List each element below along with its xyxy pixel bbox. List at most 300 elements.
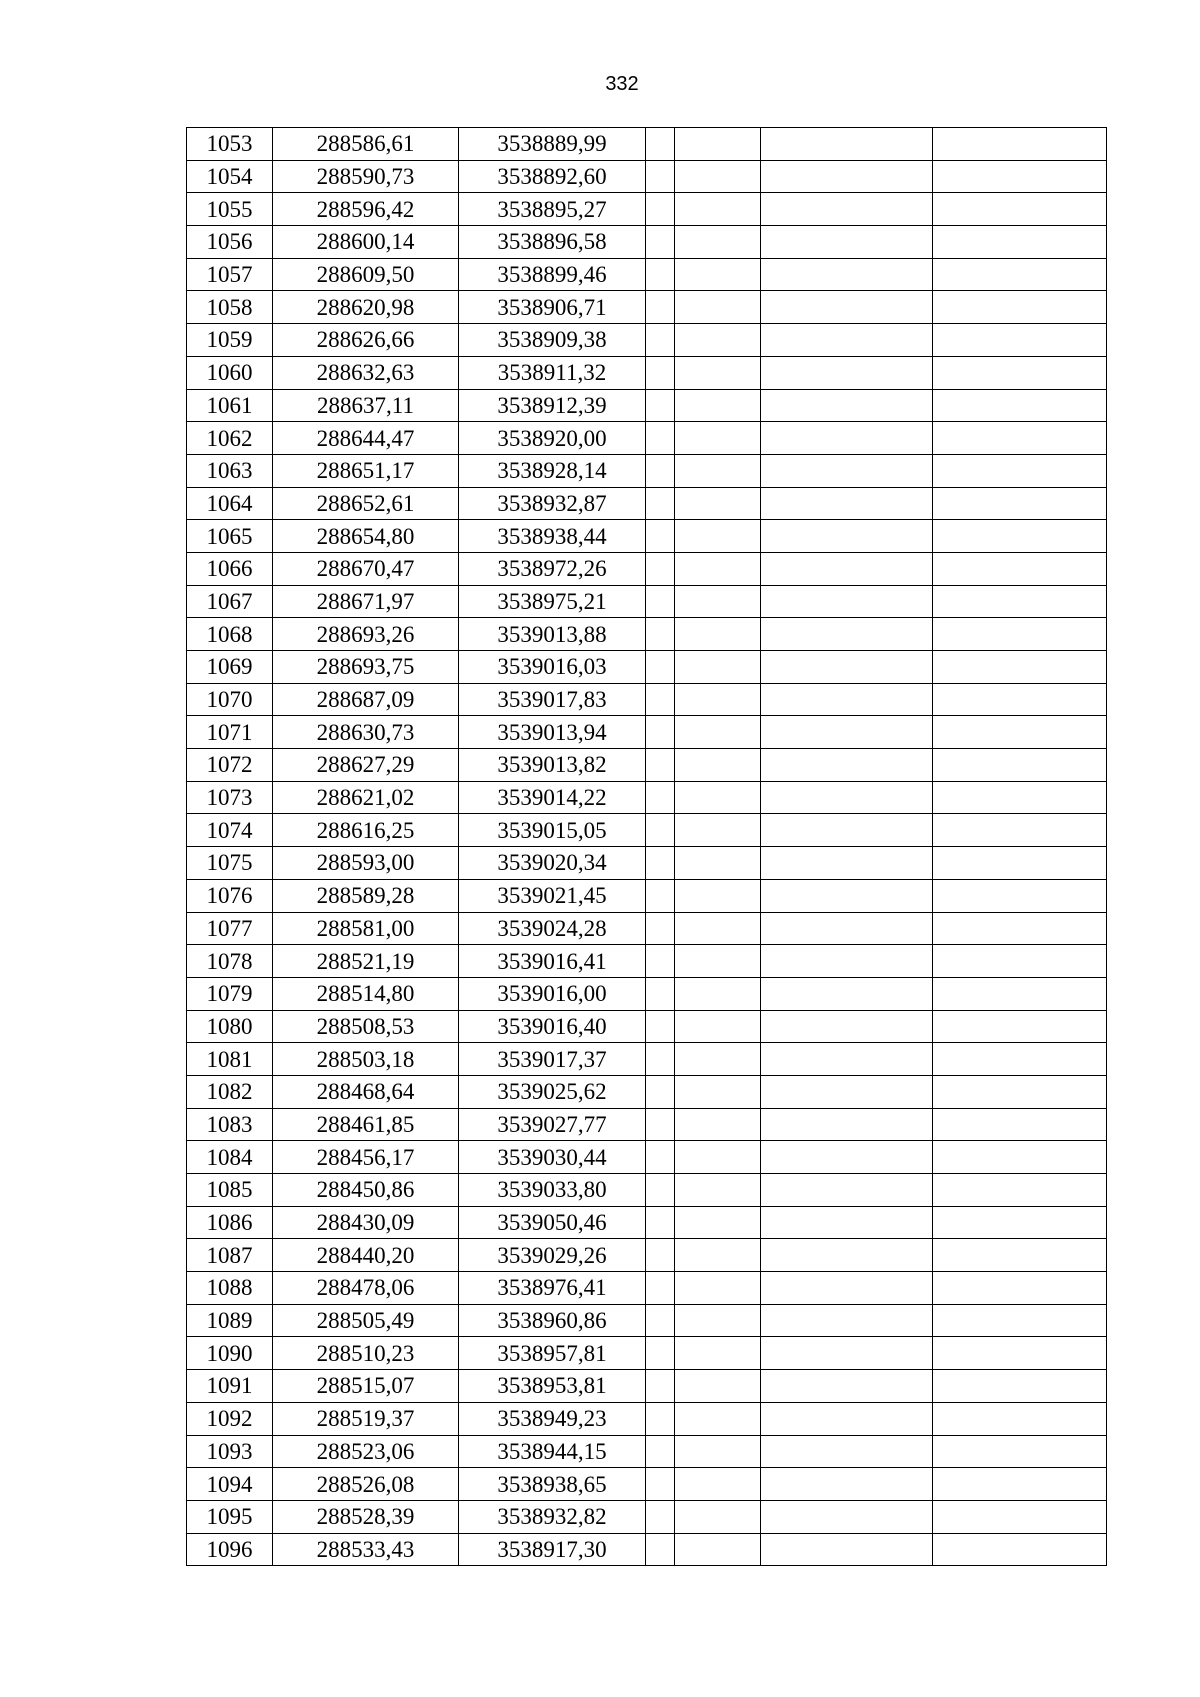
table-row <box>187 847 1107 880</box>
point-number-cell: 1081 <box>187 1043 273 1076</box>
empty-cell <box>675 160 761 193</box>
empty-cell <box>933 552 1107 585</box>
y-coordinate-cell: 3539013,88 <box>459 618 646 651</box>
table-row <box>187 749 1107 782</box>
empty-cell <box>675 1304 761 1337</box>
empty-cell <box>646 258 675 291</box>
y-coordinate-cell: 3539017,83 <box>459 683 646 716</box>
page-number: 332 <box>605 73 639 95</box>
x-coordinate-cell: 288632,63 <box>273 356 459 389</box>
empty-cell <box>933 781 1107 814</box>
empty-cell <box>646 1468 675 1501</box>
point-number-cell: 1082 <box>187 1075 273 1108</box>
empty-cell <box>761 193 933 226</box>
empty-cell <box>646 1141 675 1174</box>
empty-cell <box>761 1108 933 1141</box>
point-number-cell: 1095 <box>187 1500 273 1533</box>
empty-cell <box>933 193 1107 226</box>
x-coordinate-cell: 288596,42 <box>273 193 459 226</box>
empty-cell <box>761 1402 933 1435</box>
y-coordinate-cell: 3538938,44 <box>459 520 646 553</box>
empty-cell <box>675 814 761 847</box>
x-coordinate-cell: 288637,11 <box>273 389 459 422</box>
table-row <box>187 487 1107 520</box>
x-coordinate-cell: 288590,73 <box>273 160 459 193</box>
empty-cell <box>646 520 675 553</box>
x-coordinate-cell: 288521,19 <box>273 945 459 978</box>
empty-cell <box>646 945 675 978</box>
point-number-cell: 1057 <box>187 258 273 291</box>
table-row <box>187 716 1107 749</box>
empty-cell <box>761 977 933 1010</box>
y-coordinate-cell: 3538949,23 <box>459 1402 646 1435</box>
y-coordinate-cell: 3539025,62 <box>459 1075 646 1108</box>
x-coordinate-cell: 288627,29 <box>273 749 459 782</box>
empty-cell <box>761 520 933 553</box>
table-row <box>187 683 1107 716</box>
table-row <box>187 389 1107 422</box>
empty-cell <box>646 814 675 847</box>
empty-cell <box>646 977 675 1010</box>
empty-cell <box>675 324 761 357</box>
empty-cell <box>675 651 761 684</box>
empty-cell <box>933 716 1107 749</box>
empty-cell <box>761 1239 933 1272</box>
empty-cell <box>646 585 675 618</box>
x-coordinate-cell: 288503,18 <box>273 1043 459 1076</box>
empty-cell <box>761 454 933 487</box>
empty-cell <box>761 487 933 520</box>
empty-cell <box>675 781 761 814</box>
y-coordinate-cell: 3538899,46 <box>459 258 646 291</box>
empty-cell <box>933 128 1107 161</box>
empty-cell <box>646 160 675 193</box>
y-coordinate-cell: 3539013,94 <box>459 716 646 749</box>
empty-cell <box>675 912 761 945</box>
empty-cell <box>933 1272 1107 1305</box>
point-number-cell: 1076 <box>187 879 273 912</box>
table-row <box>187 618 1107 651</box>
empty-cell <box>761 552 933 585</box>
x-coordinate-cell: 288515,07 <box>273 1370 459 1403</box>
point-number-cell: 1083 <box>187 1108 273 1141</box>
empty-cell <box>761 1435 933 1468</box>
table-row <box>187 226 1107 259</box>
empty-cell <box>675 847 761 880</box>
empty-cell <box>933 1174 1107 1207</box>
x-coordinate-cell: 288468,64 <box>273 1075 459 1108</box>
point-number-cell: 1087 <box>187 1239 273 1272</box>
y-coordinate-cell: 3538972,26 <box>459 552 646 585</box>
empty-cell <box>933 1468 1107 1501</box>
y-coordinate-cell: 3538912,39 <box>459 389 646 422</box>
empty-cell <box>675 1402 761 1435</box>
x-coordinate-cell: 288440,20 <box>273 1239 459 1272</box>
empty-cell <box>675 945 761 978</box>
point-number-cell: 1084 <box>187 1141 273 1174</box>
point-number-cell: 1063 <box>187 454 273 487</box>
empty-cell <box>646 454 675 487</box>
x-coordinate-cell: 288508,53 <box>273 1010 459 1043</box>
table-row <box>187 1337 1107 1370</box>
empty-cell <box>646 1108 675 1141</box>
table-row <box>187 1304 1107 1337</box>
x-coordinate-cell: 288589,28 <box>273 879 459 912</box>
empty-cell <box>675 520 761 553</box>
table-row <box>187 585 1107 618</box>
table-row <box>187 552 1107 585</box>
x-coordinate-cell: 288687,09 <box>273 683 459 716</box>
point-number-cell: 1071 <box>187 716 273 749</box>
empty-cell <box>646 1435 675 1468</box>
table-row <box>187 1206 1107 1239</box>
empty-cell <box>675 1337 761 1370</box>
point-number-cell: 1092 <box>187 1402 273 1435</box>
empty-cell <box>675 749 761 782</box>
y-coordinate-cell: 3538896,58 <box>459 226 646 259</box>
x-coordinate-cell: 288609,50 <box>273 258 459 291</box>
y-coordinate-cell: 3538889,99 <box>459 128 646 161</box>
x-coordinate-cell: 288461,85 <box>273 1108 459 1141</box>
table-row <box>187 128 1107 161</box>
empty-cell <box>675 618 761 651</box>
empty-cell <box>761 651 933 684</box>
empty-cell <box>933 1239 1107 1272</box>
empty-cell <box>646 1337 675 1370</box>
empty-cell <box>761 749 933 782</box>
empty-cell <box>761 128 933 161</box>
empty-cell <box>761 912 933 945</box>
empty-cell <box>933 683 1107 716</box>
x-coordinate-cell: 288644,47 <box>273 422 459 455</box>
table-row <box>187 1010 1107 1043</box>
empty-cell <box>761 1010 933 1043</box>
x-coordinate-cell: 288652,61 <box>273 487 459 520</box>
x-coordinate-cell: 288621,02 <box>273 781 459 814</box>
x-coordinate-cell: 288600,14 <box>273 226 459 259</box>
empty-cell <box>761 716 933 749</box>
table-row <box>187 258 1107 291</box>
empty-cell <box>675 291 761 324</box>
y-coordinate-cell: 3538909,38 <box>459 324 646 357</box>
empty-cell <box>761 945 933 978</box>
empty-cell <box>933 520 1107 553</box>
empty-cell <box>646 781 675 814</box>
table-row <box>187 356 1107 389</box>
empty-cell <box>675 422 761 455</box>
point-number-cell: 1056 <box>187 226 273 259</box>
empty-cell <box>646 389 675 422</box>
empty-cell <box>761 1043 933 1076</box>
empty-cell <box>933 945 1107 978</box>
empty-cell <box>933 1402 1107 1435</box>
table-row <box>187 1533 1107 1566</box>
empty-cell <box>675 389 761 422</box>
point-number-cell: 1080 <box>187 1010 273 1043</box>
y-coordinate-cell: 3539050,46 <box>459 1206 646 1239</box>
point-number-cell: 1065 <box>187 520 273 553</box>
empty-cell <box>933 749 1107 782</box>
point-number-cell: 1066 <box>187 552 273 585</box>
table-row <box>187 193 1107 226</box>
empty-cell <box>646 1075 675 1108</box>
point-number-cell: 1070 <box>187 683 273 716</box>
x-coordinate-cell: 288593,00 <box>273 847 459 880</box>
point-number-cell: 1077 <box>187 912 273 945</box>
point-number-cell: 1055 <box>187 193 273 226</box>
empty-cell <box>646 487 675 520</box>
point-number-cell: 1073 <box>187 781 273 814</box>
empty-cell <box>761 1075 933 1108</box>
point-number-cell: 1079 <box>187 977 273 1010</box>
x-coordinate-cell: 288505,49 <box>273 1304 459 1337</box>
coordinates-table <box>186 127 1107 1566</box>
x-coordinate-cell: 288616,25 <box>273 814 459 847</box>
x-coordinate-cell: 288523,06 <box>273 1435 459 1468</box>
empty-cell <box>646 749 675 782</box>
empty-cell <box>646 847 675 880</box>
table-row <box>187 1500 1107 1533</box>
y-coordinate-cell: 3538932,87 <box>459 487 646 520</box>
empty-cell <box>761 1500 933 1533</box>
table-row <box>187 1141 1107 1174</box>
point-number-cell: 1085 <box>187 1174 273 1207</box>
empty-cell <box>933 1043 1107 1076</box>
empty-cell <box>675 1239 761 1272</box>
empty-cell <box>646 879 675 912</box>
empty-cell <box>646 1533 675 1566</box>
y-coordinate-cell: 3538928,14 <box>459 454 646 487</box>
empty-cell <box>675 1075 761 1108</box>
x-coordinate-cell: 288581,00 <box>273 912 459 945</box>
y-coordinate-cell: 3539016,03 <box>459 651 646 684</box>
y-coordinate-cell: 3538911,32 <box>459 356 646 389</box>
empty-cell <box>675 356 761 389</box>
table-row <box>187 1174 1107 1207</box>
empty-cell <box>761 1533 933 1566</box>
x-coordinate-cell: 288693,75 <box>273 651 459 684</box>
empty-cell <box>675 716 761 749</box>
empty-cell <box>675 1435 761 1468</box>
table-row <box>187 781 1107 814</box>
empty-cell <box>933 226 1107 259</box>
x-coordinate-cell: 288456,17 <box>273 1141 459 1174</box>
point-number-cell: 1054 <box>187 160 273 193</box>
empty-cell <box>675 1370 761 1403</box>
empty-cell <box>933 1304 1107 1337</box>
empty-cell <box>675 1141 761 1174</box>
y-coordinate-cell: 3539016,41 <box>459 945 646 978</box>
y-coordinate-cell: 3538953,81 <box>459 1370 646 1403</box>
empty-cell <box>933 1337 1107 1370</box>
empty-cell <box>933 291 1107 324</box>
empty-cell <box>933 585 1107 618</box>
empty-cell <box>933 912 1107 945</box>
empty-cell <box>761 389 933 422</box>
empty-cell <box>933 1075 1107 1108</box>
table-row <box>187 1435 1107 1468</box>
empty-cell <box>761 1141 933 1174</box>
y-coordinate-cell: 3538944,15 <box>459 1435 646 1468</box>
empty-cell <box>675 977 761 1010</box>
empty-cell <box>761 1174 933 1207</box>
table-row <box>187 1272 1107 1305</box>
empty-cell <box>933 356 1107 389</box>
empty-cell <box>675 487 761 520</box>
empty-cell <box>761 226 933 259</box>
point-number-cell: 1075 <box>187 847 273 880</box>
empty-cell <box>646 618 675 651</box>
empty-cell <box>646 912 675 945</box>
empty-cell <box>933 1435 1107 1468</box>
empty-cell <box>646 1239 675 1272</box>
empty-cell <box>761 356 933 389</box>
empty-cell <box>761 291 933 324</box>
empty-cell <box>933 1206 1107 1239</box>
y-coordinate-cell: 3538892,60 <box>459 160 646 193</box>
empty-cell <box>933 389 1107 422</box>
empty-cell <box>761 814 933 847</box>
y-coordinate-cell: 3538960,86 <box>459 1304 646 1337</box>
empty-cell <box>646 193 675 226</box>
empty-cell <box>933 1533 1107 1566</box>
empty-cell <box>761 585 933 618</box>
table-row <box>187 1075 1107 1108</box>
table-row <box>187 814 1107 847</box>
y-coordinate-cell: 3538906,71 <box>459 291 646 324</box>
x-coordinate-cell: 288626,66 <box>273 324 459 357</box>
y-coordinate-cell: 3539020,34 <box>459 847 646 880</box>
empty-cell <box>933 487 1107 520</box>
x-coordinate-cell: 288630,73 <box>273 716 459 749</box>
point-number-cell: 1088 <box>187 1272 273 1305</box>
y-coordinate-cell: 3538895,27 <box>459 193 646 226</box>
point-number-cell: 1074 <box>187 814 273 847</box>
empty-cell <box>933 814 1107 847</box>
empty-cell <box>646 716 675 749</box>
empty-cell <box>675 1272 761 1305</box>
empty-cell <box>933 847 1107 880</box>
empty-cell <box>646 651 675 684</box>
x-coordinate-cell: 288510,23 <box>273 1337 459 1370</box>
point-number-cell: 1089 <box>187 1304 273 1337</box>
empty-cell <box>675 1533 761 1566</box>
point-number-cell: 1068 <box>187 618 273 651</box>
table-row <box>187 324 1107 357</box>
empty-cell <box>675 454 761 487</box>
empty-cell <box>761 324 933 357</box>
point-number-cell: 1094 <box>187 1468 273 1501</box>
empty-cell <box>933 1010 1107 1043</box>
table-row <box>187 1468 1107 1501</box>
point-number-cell: 1091 <box>187 1370 273 1403</box>
empty-cell <box>675 128 761 161</box>
empty-cell <box>933 258 1107 291</box>
point-number-cell: 1086 <box>187 1206 273 1239</box>
point-number-cell: 1069 <box>187 651 273 684</box>
empty-cell <box>761 781 933 814</box>
empty-cell <box>646 226 675 259</box>
y-coordinate-cell: 3538920,00 <box>459 422 646 455</box>
table-row <box>187 651 1107 684</box>
table-row <box>187 422 1107 455</box>
table-row <box>187 1402 1107 1435</box>
empty-cell <box>675 193 761 226</box>
empty-cell <box>761 1206 933 1239</box>
empty-cell <box>933 422 1107 455</box>
empty-cell <box>933 1108 1107 1141</box>
empty-cell <box>646 1370 675 1403</box>
x-coordinate-cell: 288651,17 <box>273 454 459 487</box>
empty-cell <box>761 1468 933 1501</box>
table-row <box>187 879 1107 912</box>
y-coordinate-cell: 3539016,00 <box>459 977 646 1010</box>
empty-cell <box>761 258 933 291</box>
y-coordinate-cell: 3539024,28 <box>459 912 646 945</box>
x-coordinate-cell: 288526,08 <box>273 1468 459 1501</box>
empty-cell <box>761 1272 933 1305</box>
empty-cell <box>646 422 675 455</box>
y-coordinate-cell: 3538917,30 <box>459 1533 646 1566</box>
y-coordinate-cell: 3539015,05 <box>459 814 646 847</box>
x-coordinate-cell: 288654,80 <box>273 520 459 553</box>
empty-cell <box>761 879 933 912</box>
empty-cell <box>646 552 675 585</box>
empty-cell <box>675 1468 761 1501</box>
table-row <box>187 1043 1107 1076</box>
point-number-cell: 1053 <box>187 128 273 161</box>
y-coordinate-cell: 3539029,26 <box>459 1239 646 1272</box>
empty-cell <box>933 324 1107 357</box>
point-number-cell: 1061 <box>187 389 273 422</box>
x-coordinate-cell: 288450,86 <box>273 1174 459 1207</box>
y-coordinate-cell: 3538932,82 <box>459 1500 646 1533</box>
point-number-cell: 1058 <box>187 291 273 324</box>
empty-cell <box>761 1304 933 1337</box>
empty-cell <box>761 1370 933 1403</box>
empty-cell <box>675 585 761 618</box>
point-number-cell: 1093 <box>187 1435 273 1468</box>
table-row <box>187 912 1107 945</box>
x-coordinate-cell: 288528,39 <box>273 1500 459 1533</box>
table-row <box>187 977 1107 1010</box>
empty-cell <box>933 1500 1107 1533</box>
point-number-cell: 1096 <box>187 1533 273 1566</box>
table-row <box>187 454 1107 487</box>
empty-cell <box>646 683 675 716</box>
x-coordinate-cell: 288670,47 <box>273 552 459 585</box>
point-number-cell: 1067 <box>187 585 273 618</box>
empty-cell <box>675 683 761 716</box>
x-coordinate-cell: 288478,06 <box>273 1272 459 1305</box>
y-coordinate-cell: 3539013,82 <box>459 749 646 782</box>
empty-cell <box>675 879 761 912</box>
point-number-cell: 1064 <box>187 487 273 520</box>
y-coordinate-cell: 3538938,65 <box>459 1468 646 1501</box>
table-row <box>187 1370 1107 1403</box>
coordinates-table-body <box>187 128 1107 1566</box>
empty-cell <box>646 128 675 161</box>
empty-cell <box>675 1010 761 1043</box>
x-coordinate-cell: 288514,80 <box>273 977 459 1010</box>
table-row <box>187 520 1107 553</box>
empty-cell <box>675 258 761 291</box>
x-coordinate-cell: 288430,09 <box>273 1206 459 1239</box>
empty-cell <box>675 1206 761 1239</box>
x-coordinate-cell: 288586,61 <box>273 128 459 161</box>
y-coordinate-cell: 3538975,21 <box>459 585 646 618</box>
x-coordinate-cell: 288620,98 <box>273 291 459 324</box>
